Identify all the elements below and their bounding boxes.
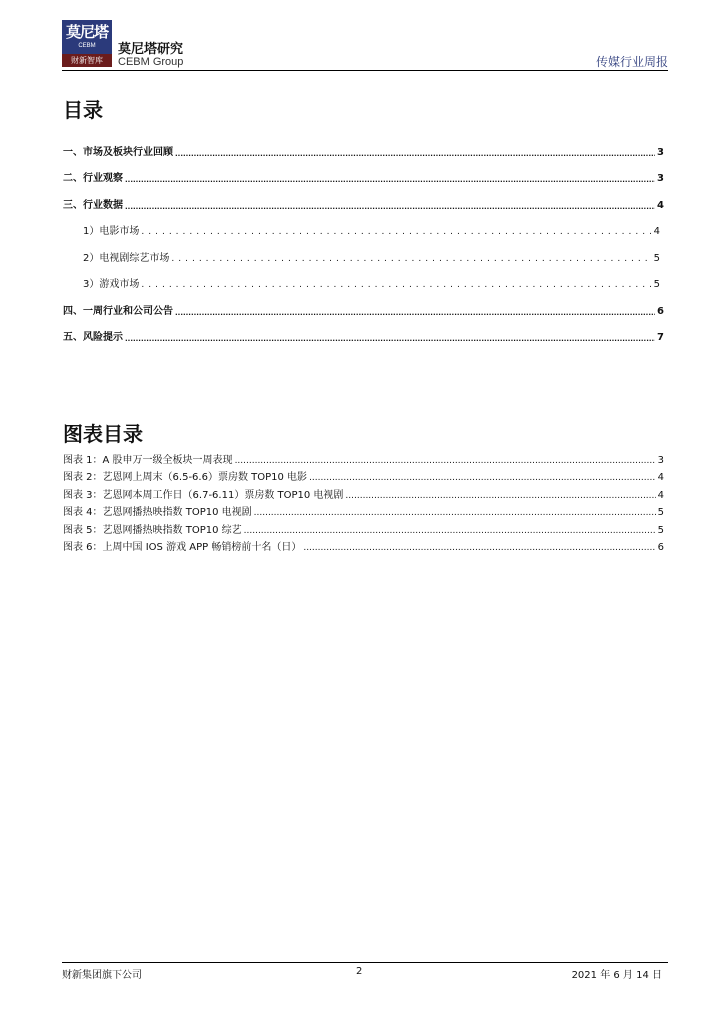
toc-entry-label: 3）游戏市场	[83, 279, 140, 290]
toc-entry[interactable]	[63, 158, 664, 185]
dot-leader	[235, 456, 656, 466]
report-type: 传媒行业周报	[595, 55, 668, 69]
dot-leader	[175, 150, 655, 158]
figure-entry-page: 4	[657, 472, 664, 483]
figure-entry-label: 图表 1：A 股申万一级全板块一周表现	[63, 454, 233, 466]
figure-entry-page: 5	[657, 507, 664, 518]
toc-entry[interactable]	[63, 131, 664, 158]
figures-title: 图表目录	[63, 422, 143, 446]
toc-entry-label: 二、行业观察	[63, 173, 123, 184]
dot-leader	[171, 254, 651, 264]
dot-leader	[345, 491, 655, 501]
dot-leader	[141, 280, 651, 290]
logo-main-text: 莫尼塔	[65, 23, 108, 41]
figure-entry-label: 图表 3：艺恩网本周工作日（6.7-6.11）票房数 TOP10 电视剧	[63, 489, 344, 501]
page-number: 2	[356, 966, 363, 977]
toc-subentry[interactable]	[63, 237, 664, 264]
figure-entry[interactable]	[63, 536, 664, 554]
toc-entry-page: 4	[653, 226, 660, 237]
figure-entry[interactable]	[63, 448, 664, 466]
figure-entry-page: 4	[657, 489, 664, 501]
toc-entry[interactable]	[63, 184, 664, 211]
toc-entry-page: 3	[657, 146, 664, 158]
toc-entry-page: 3	[657, 173, 664, 184]
toc-entry-label: 三、行业数据	[63, 199, 123, 211]
toc-list	[63, 131, 664, 343]
toc-entry-page: 7	[657, 332, 664, 343]
figure-entry-label: 图表 6：上周中国 IOS 游戏 APP 畅销榜前十名（日）	[63, 542, 302, 553]
toc-subentry[interactable]	[63, 264, 664, 291]
header-divider	[62, 70, 668, 71]
company-name: 莫尼塔研究	[118, 42, 184, 57]
dot-leader	[254, 508, 656, 518]
toc-entry-page: 4	[657, 199, 664, 211]
figure-entry-label: 图表 5：艺恩网播热映指数 TOP10 综艺	[63, 524, 242, 536]
toc-subentry[interactable]	[63, 211, 664, 238]
figure-entry[interactable]	[63, 501, 664, 519]
footer-divider	[62, 962, 668, 963]
dot-leader	[175, 309, 655, 317]
toc-entry-label: 2）电视剧综艺市场	[83, 252, 170, 264]
toc-entry[interactable]	[63, 290, 664, 317]
figure-entry[interactable]	[63, 466, 664, 484]
footer-company: 财新集团旗下公司	[62, 970, 142, 981]
logo	[62, 20, 112, 67]
dot-leader	[309, 473, 656, 483]
toc-entry-page: 5	[653, 279, 660, 290]
toc-entry-label: 四、一周行业和公司公告	[63, 305, 173, 317]
figure-entry-page: 3	[657, 454, 664, 466]
figure-entry[interactable]	[63, 483, 664, 501]
toc-title: 目录	[63, 98, 103, 122]
figure-entry-page: 6	[657, 542, 664, 553]
company-name-en: CEBM Group	[118, 56, 184, 68]
dot-leader	[125, 335, 655, 343]
figure-list	[63, 448, 664, 553]
figure-entry-page: 5	[657, 524, 664, 536]
figure-entry-label: 图表 4：艺恩网播热映指数 TOP10 电视剧	[63, 507, 252, 518]
dot-leader	[125, 176, 655, 184]
toc-entry-page: 5	[653, 252, 660, 264]
figure-entry[interactable]	[63, 518, 664, 536]
logo-bar-text: 财新智库	[62, 54, 112, 67]
toc-entry-page: 6	[657, 305, 664, 317]
dot-leader	[125, 203, 655, 211]
toc-entry[interactable]	[63, 317, 664, 344]
dot-leader	[244, 526, 656, 536]
report-date: 2021 年 6 月 14 日	[571, 970, 662, 981]
dot-leader	[141, 227, 651, 237]
toc-entry-label: 一、市场及板块行业回顾	[63, 146, 173, 158]
toc-entry-label: 1）电影市场	[83, 226, 140, 237]
logo-sub-text: CEBM	[78, 43, 96, 49]
toc-entry-label: 五、风险提示	[63, 332, 123, 343]
figure-entry-label: 图表 2：艺恩网上周末（6.5-6.6）票房数 TOP10 电影	[63, 472, 308, 483]
dot-leader	[303, 543, 655, 553]
